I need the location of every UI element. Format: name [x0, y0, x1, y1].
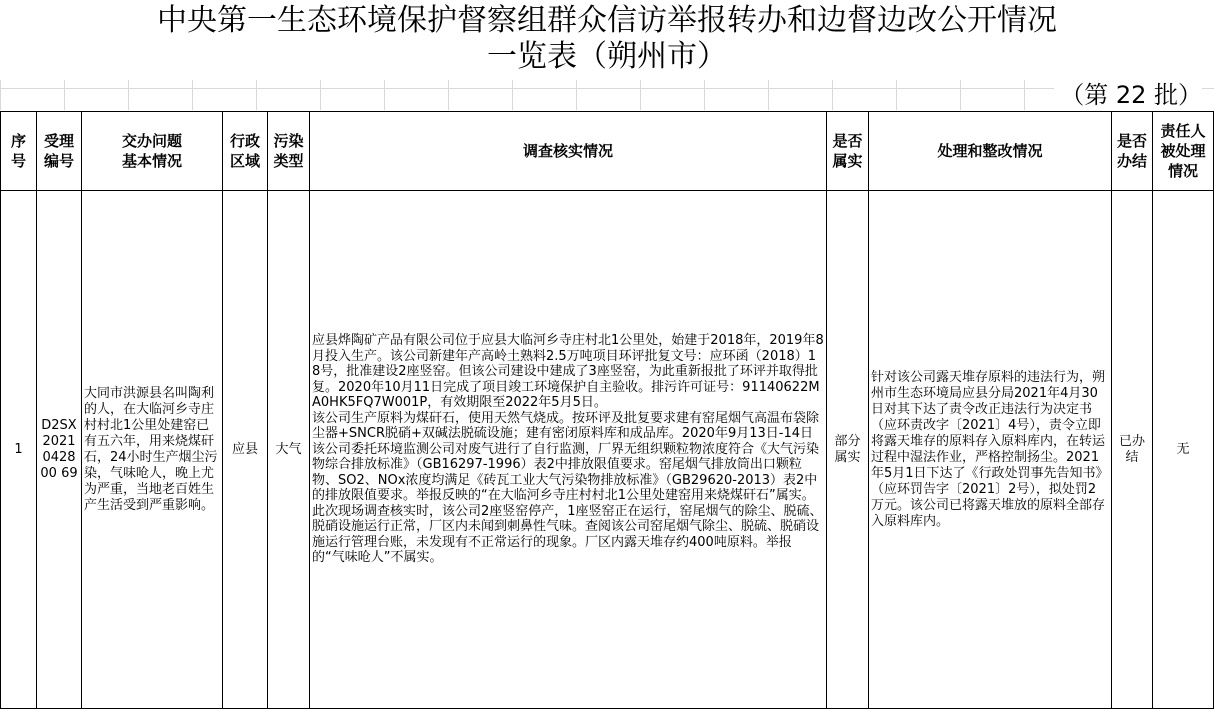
- header-investigation: 调查核实情况: [310, 112, 827, 191]
- cell-is-done: 已办结: [1112, 191, 1153, 709]
- header-pollution: 污染 类型: [268, 112, 310, 191]
- cell-seq: 1: [1, 191, 37, 709]
- cell-region: 应县: [223, 191, 268, 709]
- header-seq: 序 号: [1, 112, 37, 191]
- cell-pollution: 大气: [268, 191, 310, 709]
- cell-accept-no: D2SX2021042800 69: [37, 191, 82, 709]
- cell-is-true: 部分属实: [827, 191, 869, 709]
- header-row: [1, 112, 1214, 191]
- cell-handling: 针对该公司露天堆存原料的违法行为，朔州市生态环境局应县分局2021年4月30日对其下达了责令改正违法行为决定书（应环责改字〔2021〕4号），责令立即将露天堆存的原料存入原料库内，在转运过程中湿法作业，严格控制扬尘。2021年5月1日下达了《行政处罚事先告知书》（应环罚告字〔2021〕2号），拟处罚2万元。该公司已将露天堆放的原料全部存入原料库内。: [869, 191, 1112, 709]
- header-is-done: 是否 办结: [1112, 112, 1153, 191]
- header-accept-no: 受理 编号: [37, 112, 82, 191]
- header-is-true: 是否 属实: [827, 112, 869, 191]
- cell-investigation: 应县烨陶矿产品有限公司位于应县大临河乡寺庄村北1公里处，始建于2018年，2019年8月投入生产。该公司新建年产高岭土熟料2.5万吨项目环评批复文号：应环函（2018）18号，批准建设2座竖窑。但该公司建设中建成了3座竖窑，为此重新报批了环评并取得批复。2020年10月11日完成了项目竣工环境保护自主验收。排污许可证号：91140622MA0HK5FQ7W001P，有效期限至2022年5月5日。 该公司生产原料为煤矸石，使用天然气烧成。按环评及批复要求建有窑尾烟气高温布袋除尘器+SNCR脱硝+双碱法脱硫设施；建有密闭原料库和成品库。2020年9月13日-14日该公司委托环境监测公司对废气进行了自行监测，厂界无组织颗粒物浓度符合《大气污染物综合排放标准》（GB16297-1996）表2中排放限值要求。窑尾烟气排放筒出口颗粒物、SO2、NOx浓度均满足《砖瓦工业大气污染物排放标准》（GB29620-2013）表2中的排放限值要求。举报反映的“在大临河乡寺庄村村北1公里处建窑用来烧煤矸石”属实。 此次现场调查核实时，该公司2座竖窑停产，1座竖窑正在运行，窑尾烟气的除尘、脱硫、脱硝设施运行正常，厂区内未闻到刺鼻性气味。查阅该公司窑尾烟气除尘、脱硫、脱硝设施运行管理台账，未发现有不正常运行的现象。厂区内露天堆存约400吨原料。举报的“气味呛人”不属实。: [310, 191, 827, 709]
- header-accountability: 责任人 被处理 情况: [1153, 112, 1214, 191]
- petition-table: [0, 111, 1214, 709]
- cell-accountability: 无: [1153, 191, 1214, 709]
- cell-issue: 大同市洪源县名叫陶利的人，在大临河乡寺庄村村北1公里处建窑已有五六年，用来烧煤矸石，24小时生产烟尘污染，气味呛人，晚上尤为严重，当地老百姓生产生活受到严重影响。: [82, 191, 223, 709]
- batch-label: （第 22 批）: [1054, 80, 1202, 110]
- page-title: [0, 0, 1214, 80]
- title-line-2: 一览表（朔州市）: [487, 39, 727, 74]
- header-region: 行政 区域: [223, 112, 268, 191]
- header-handling: 处理和整改情况: [869, 112, 1112, 191]
- table-row: [1, 191, 1214, 709]
- header-issue: 交办问题 基本情况: [82, 112, 223, 191]
- title-line-1: 中央第一生态环境保护督察组群众信访举报转办和边督边改公开情况: [157, 3, 1057, 38]
